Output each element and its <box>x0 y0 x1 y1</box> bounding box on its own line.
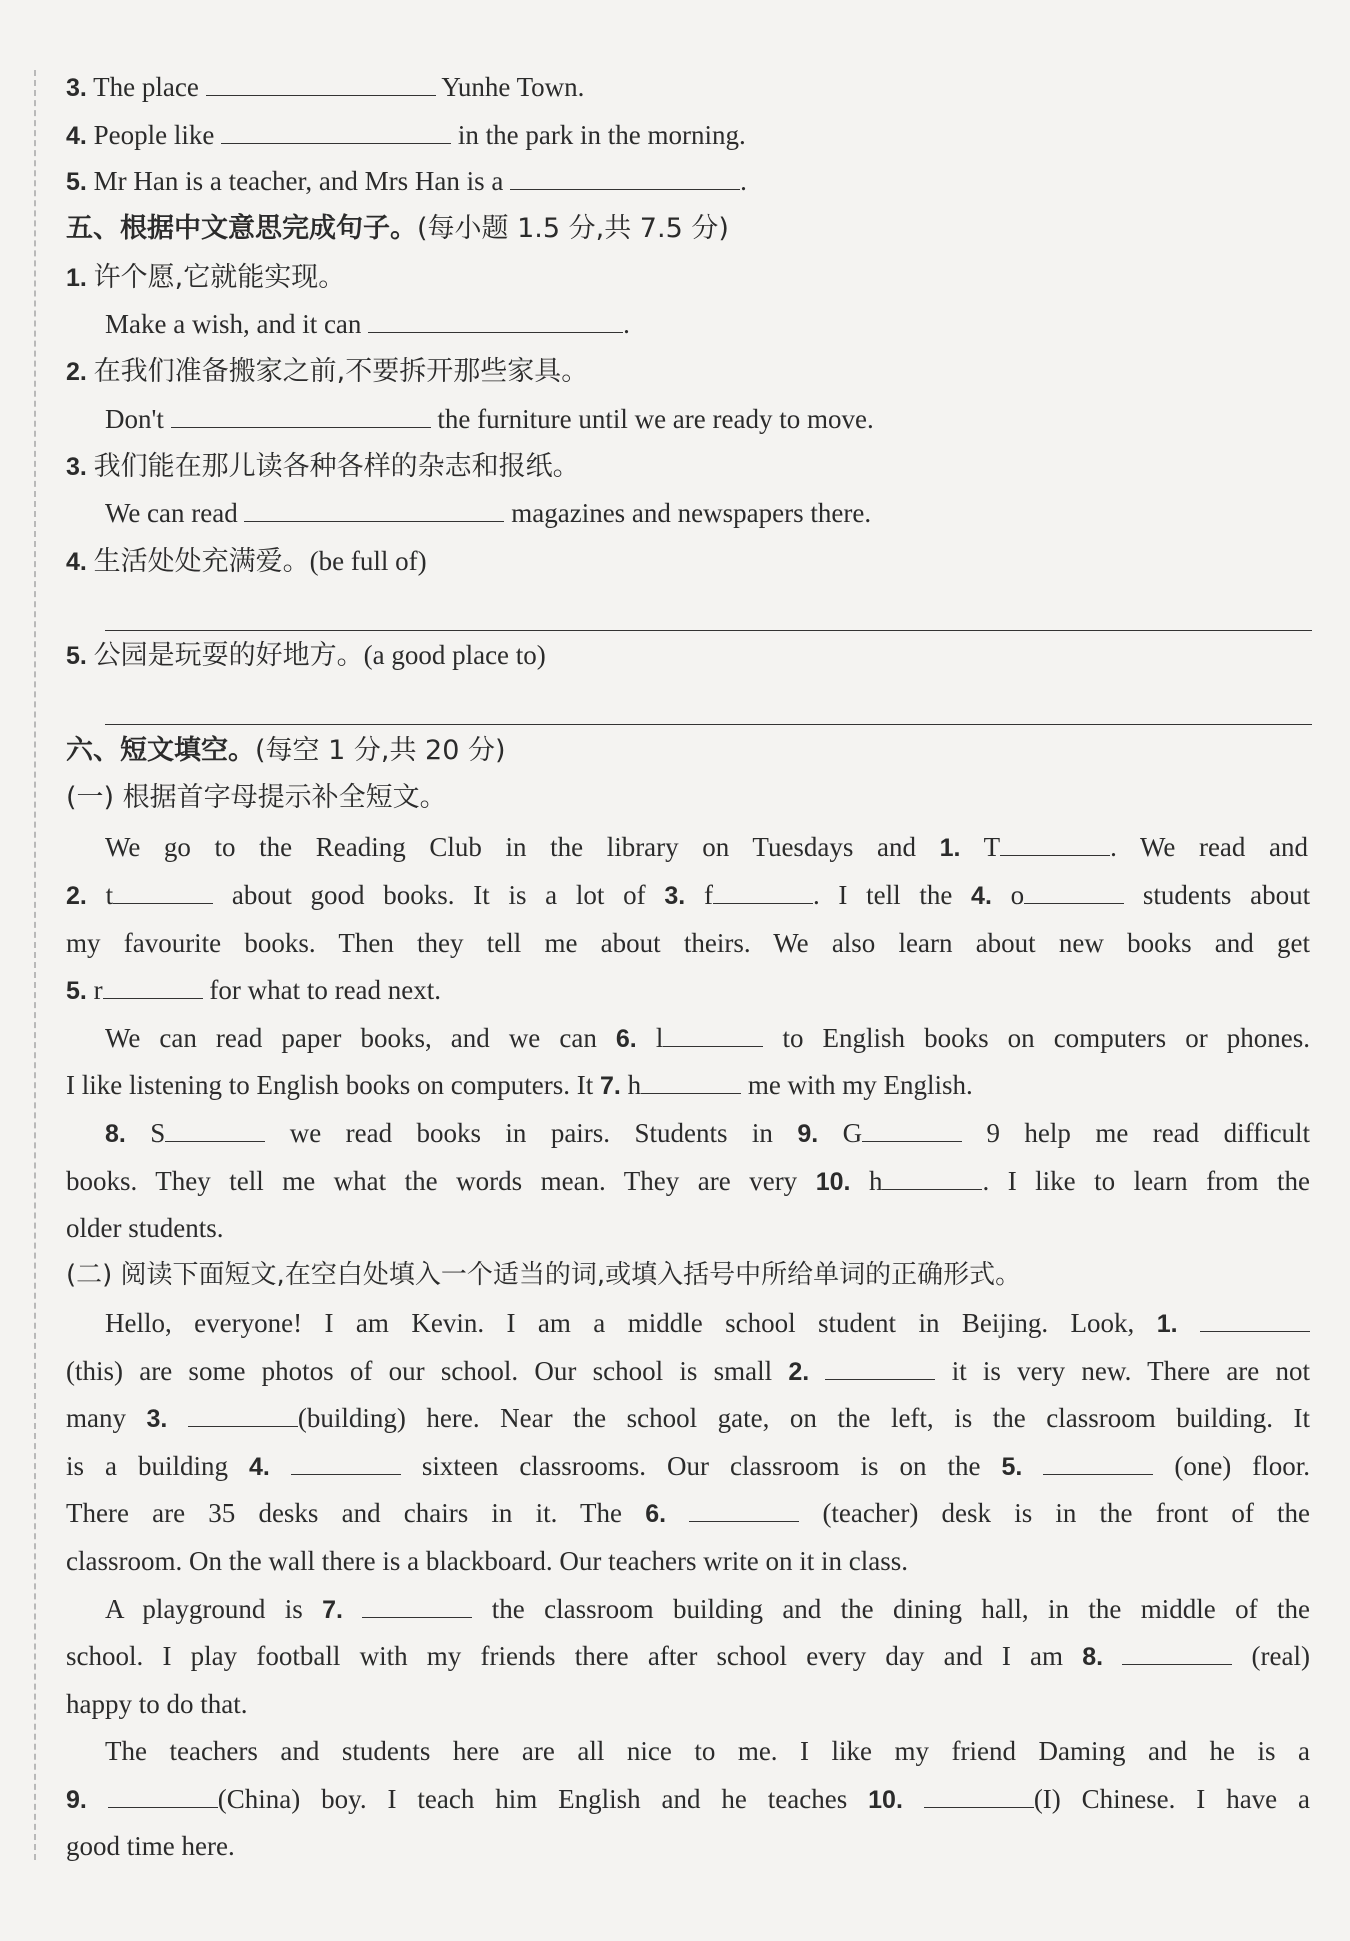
p1-line3: my favourite books. Then they tell me about theirs. We also learn about new books and get <box>66 928 1310 958</box>
answer-blank[interactable] <box>368 331 623 333</box>
answer-blank-10[interactable] <box>882 1188 982 1190</box>
q1-line2: (this) are some photos of our school. Our school is small 2. it is very new. There are not <box>66 1356 1311 1386</box>
answer-blank[interactable] <box>510 188 740 190</box>
binding-margin-line <box>34 70 36 1860</box>
p1-line4: 5. r for what to read next. <box>66 975 442 1005</box>
s5-q3-en: We can read magazines and newspapers there. <box>105 498 872 528</box>
answer-line-q4[interactable] <box>105 630 1312 631</box>
answer-blank-7[interactable] <box>641 1092 741 1094</box>
s4-q3: 3. The place Yunhe Town. <box>66 72 585 102</box>
p3-line1: 8. S we read books in pairs. Students in 9. G 9 help me read difficult <box>105 1118 1311 1148</box>
q2-line1: A playground is 7. the classroom building and the dining hall, in the middle of the <box>105 1594 1310 1624</box>
answer-blank-p2-7[interactable] <box>362 1616 472 1618</box>
answer-blank-p2-6[interactable] <box>689 1520 799 1522</box>
answer-blank-2[interactable] <box>113 902 213 904</box>
p1-line2: 2. t about good books. It is a lot of 3. f . I tell the 4. o students about <box>66 880 1311 910</box>
q1-line3: many 3. (building) here. Near the school gate, on the left, is the classroom building. It <box>66 1403 1311 1433</box>
answer-blank-p2-5[interactable] <box>1043 1473 1153 1475</box>
q1-line5: There are 35 desks and chairs in it. The 6. (teacher) desk is in the front of the <box>66 1498 1311 1528</box>
answer-blank-p2-10[interactable] <box>924 1806 1034 1808</box>
answer-blank-5[interactable] <box>103 997 203 999</box>
answer-line-q5[interactable] <box>105 724 1312 725</box>
s5-q5-cn: 5. 公园是玩耍的好地方。(a good place to) <box>66 640 546 671</box>
q2-line2: school. I play football with my friends there after school every day and I am 8. (real) <box>66 1641 1310 1671</box>
answer-blank[interactable] <box>221 142 451 144</box>
q3-line2: 9. (China) boy. I teach him English and he teaches 10. (I) Chinese. I have a <box>66 1784 1311 1814</box>
s4-q4: 4. People like in the park in the morning. <box>66 120 746 150</box>
p2-line1: We can read paper books, and we can 6. l to English books on computers or phones. <box>105 1023 1311 1053</box>
answer-blank-p2-9[interactable] <box>108 1806 218 1808</box>
answer-blank-p2-1[interactable] <box>1200 1330 1310 1332</box>
q1-line4: is a building 4. sixteen classrooms. Our classroom is on the 5. (one) floor. <box>66 1451 1311 1481</box>
p3-line2: books. They tell me what the words mean. They are very 10. h . I like to learn from the <box>66 1166 1311 1196</box>
p3-line3: older students. <box>66 1213 224 1243</box>
s4-q5: 5. Mr Han is a teacher, and Mrs Han is a . <box>66 166 747 196</box>
q3-line1: The teachers and students here are all nice to me. I like my friend Daming and he is a <box>105 1736 1310 1766</box>
answer-blank[interactable] <box>206 94 436 96</box>
answer-blank-p2-3[interactable] <box>188 1425 298 1427</box>
answer-blank-1[interactable] <box>1000 854 1110 856</box>
answer-blank-6[interactable] <box>663 1045 763 1047</box>
part2-title: (二) 阅读下面短文,在空白处填入一个适当的词,或填入括号中所给单词的正确形式。 <box>66 1260 1022 1290</box>
q1-line1: Hello, everyone! I am Kevin. I am a middle school student in Beijing. Look, 1. <box>105 1306 1310 1341</box>
answer-blank[interactable] <box>171 426 431 428</box>
s5-q4-cn: 4. 生活处处充满爱。(be full of) <box>66 546 427 577</box>
s5-q1-en: Make a wish, and it can . <box>105 309 630 339</box>
q2-line3: happy to do that. <box>66 1689 248 1719</box>
section6-heading: 六、短文填空。(每空 1 分,共 20 分) <box>66 735 506 766</box>
section5-heading: 五、根据中文意思完成句子。(每小题 1.5 分,共 7.5 分) <box>66 213 729 244</box>
q3-line3: good time here. <box>66 1831 235 1861</box>
q1-line6: classroom. On the wall there is a blackboard. Our teachers write on it in class. <box>66 1546 908 1576</box>
s5-q3-cn: 3. 我们能在那儿读各种各样的杂志和报纸。 <box>66 451 580 482</box>
p1-line1: We go to the Reading Club in the library on Tuesdays and 1. T . We read and <box>105 832 1309 862</box>
p2-line2: I like listening to English books on computers. It 7. h me with my English. <box>66 1070 973 1100</box>
s5-q1-cn: 1. 许个愿,它就能实现。 <box>66 262 346 293</box>
part1-title: (一) 根据首字母提示补全短文。 <box>66 782 447 813</box>
answer-blank-3[interactable] <box>713 902 813 904</box>
answer-blank-p2-8[interactable] <box>1122 1663 1232 1665</box>
answer-blank-p2-2[interactable] <box>825 1378 935 1380</box>
answer-blank-9[interactable] <box>862 1140 962 1142</box>
s5-q2-cn: 2. 在我们准备搬家之前,不要拆开那些家具。 <box>66 356 589 387</box>
answer-blank-4[interactable] <box>1024 902 1124 904</box>
answer-blank-8[interactable] <box>165 1140 265 1142</box>
answer-blank-p2-4[interactable] <box>291 1473 401 1475</box>
answer-blank[interactable] <box>244 520 504 522</box>
s5-q2-en: Don't the furniture until we are ready to move. <box>105 404 874 434</box>
